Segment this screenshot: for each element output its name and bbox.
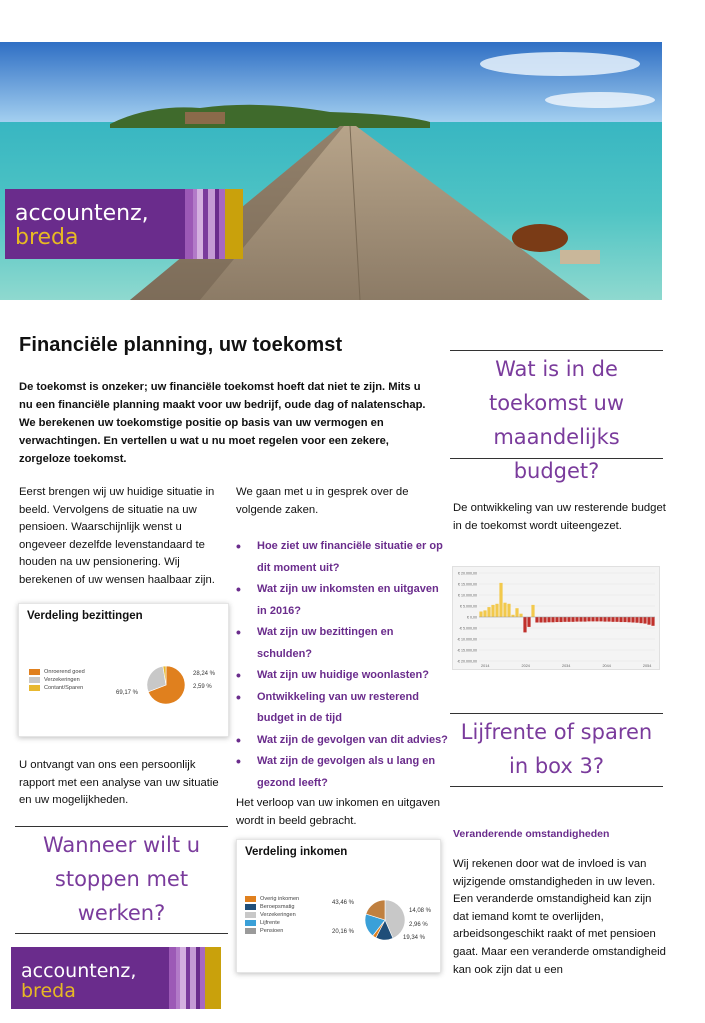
legend-label: Overig inkomen [260,896,300,902]
divider [450,458,663,459]
footer-logo [11,947,221,1009]
logo-line2: breda [21,980,76,1002]
pie-label: 2,59 % [193,684,212,690]
bar [535,617,538,623]
legend-item [29,668,85,676]
list-item: • Hoe ziet uw financiële situatie er op dit moment uit? [236,536,448,579]
bar [555,617,558,622]
bar [635,617,638,623]
pull-quote-lijfrente: Lijfrente of sparen in box 3? [460,720,653,778]
legend-item [245,911,299,919]
bar [543,617,546,623]
bar [539,617,542,623]
bar [575,617,578,622]
bar [603,617,606,622]
list-item: • Wat zijn uw huidige woonlasten? [236,665,448,687]
hero-logo [5,189,243,259]
bar [607,617,610,622]
bar-chart-svg [453,567,661,671]
bar [531,605,534,617]
pie-label: 20,16 % [332,929,355,935]
chart-legend [29,668,85,692]
y-tick-label: € 0,00 [467,615,477,620]
legend-item [29,676,85,684]
bar [559,617,562,622]
list-item: • Wat zijn uw inkomsten en uitgaven in 2016? [236,579,448,622]
col3-paragraph: De ontwikkeling van uw resterende budget in de toekomst wordt uiteengezet. [453,502,666,532]
bar [615,617,618,622]
pie-label: 69,17 % [116,690,139,696]
legend-label: Onroerend goed [44,669,85,675]
y-tick-label: € 20.000,00 [458,571,477,576]
bar [483,610,486,617]
pull-quote-stoppen: Wanneer wilt u stoppen met werken? [42,833,201,925]
pie-label: 14,08 % [409,908,432,914]
x-tick-label: 2014 [481,664,490,668]
list-item: • Wat zijn uw bezittingen en schulden? [236,622,448,665]
legend-label: Lijfrente [260,920,280,926]
bar [567,617,570,622]
x-tick-label: 2034 [561,664,571,668]
bar [623,617,626,622]
list-item: • Ontwikkeling van uw resterend budget in de tijd [236,687,448,730]
logo-stripes [169,947,221,1009]
pie-label: 28,24 % [193,671,216,677]
col3-paragraph-2: Wij rekenen door wat de invloed is van wijzigende omstandigheden in uw leven. Een veranderde omstandigheid kan zijn dat iemand komt te overlijden, arbeidsongeschikt raakt of met pensioen gaat. Maar een veranderde omstandigheid kan ook zijn dat u een [453,858,666,976]
col1-paragraph-2: U ontvangt van ons een persoonlijk rapport met een analyse van uw situatie en uw mogelijkheden. [19,759,219,807]
y-tick-label: -€ 10.000,00 [456,637,477,642]
x-tick-label: 2024 [521,664,530,668]
chart-verdeling-bezittingen [18,603,229,737]
legend-label: Beroepsmatig [260,904,295,910]
bar [643,617,646,624]
pull-quote-budget: Wat is in de toekomst uw maandelijks budget? [488,357,625,483]
bar [519,614,522,617]
bar [619,617,622,622]
bar [491,605,494,617]
subheading: Veranderende omstandigheden [453,828,610,840]
col2-intro: We gaan met u in gesprek over de volgende zaken. [236,486,409,516]
topic-list [236,536,448,794]
y-tick-label: € 5.000,00 [460,604,477,609]
bar [487,607,490,617]
bar [507,604,510,617]
legend-label: Contant/Sparen [44,685,84,691]
pie-label: 19,34 % [403,935,426,941]
y-tick-label: -€ 15.000,00 [456,648,477,653]
bar [551,617,554,622]
legend-label: Verzekeringen [260,912,296,918]
chart-title: Verdeling inkomen [245,846,348,858]
legend-item [245,927,299,935]
y-tick-label: -€ 5.000,00 [458,626,477,631]
hero-photo [0,42,662,300]
page-title: Financiële planning, uw toekomst [19,334,343,356]
logo-line1: accountenz, [21,960,137,982]
bar [527,617,530,627]
pie-label: 2,96 % [409,922,428,928]
bar [647,617,650,625]
budget-bar-chart [452,566,660,670]
bar [591,617,594,621]
x-tick-label: 2054 [642,664,652,668]
y-tick-label: € 15.000,00 [458,582,477,587]
legend-label: Verzekeringen [44,677,80,683]
bar [631,617,634,623]
pie-chart [365,900,405,940]
bar [651,617,654,626]
x-tick-label: 2044 [602,664,611,668]
divider [15,933,228,934]
hero-image [0,42,662,300]
bar [583,617,586,622]
pie-chart [147,666,185,704]
legend-label: Pensioen [260,928,284,934]
bar [515,608,518,617]
bar [571,617,574,622]
bar [627,617,630,622]
divider [450,350,663,351]
bar [639,617,642,623]
bar [563,617,566,622]
list-item: • Wat zijn de gevolgen als u lang en gezond leeft? [236,751,448,794]
pie-label: 43,46 % [332,900,355,906]
bar [479,612,482,618]
legend-item [245,895,299,903]
bar [579,617,582,622]
legend-item [245,919,299,927]
chart-title: Verdeling bezittingen [27,610,143,622]
bar [595,617,598,621]
legend-item [29,684,85,692]
divider [15,826,228,827]
col2-paragraph-2: Het verloop van uw inkomen en uitgaven wordt in beeld gebracht. [236,797,441,827]
logo-line1: accountenz, [15,201,149,226]
chart-legend [245,895,299,935]
bar [499,583,502,617]
legend-item [245,903,299,911]
divider [450,713,663,714]
chart-verdeling-inkomen [236,839,441,973]
y-tick-label: € 10.000,00 [458,593,477,598]
bar [503,603,506,617]
bar [599,617,602,621]
divider [450,786,663,787]
bar [547,617,550,622]
bar [523,617,526,632]
intro-paragraph: De toekomst is onzeker; uw financiële toekomst hoeft dat niet te zijn. Mits u nu een financiële planning maakt voor uw bedrijf, oude dag of nalatenschap. We berekenen uw toekomstige positie op basis van uw vermogen en verwachtingen. En vertellen u wat u nu moet regelen voor een zekere, zorgeloze toekomst. [19,381,426,465]
list-item: • Wat zijn de gevolgen van dit advies? [236,730,448,752]
bar [495,604,498,617]
y-tick-label: -€ 20.000,00 [456,659,477,664]
logo-stripes [185,189,243,259]
logo-line2: breda [15,225,79,250]
bar [587,617,590,621]
bar [611,617,614,622]
col1-paragraph: Eerst brengen wij uw huidige situatie in beeld. Vervolgens de situatie na uw pensioen. Waarschijnlijk wenst u ongeveer dezelfde levenstandaard te houden na uw pensionering. Wij berekenen of uw wensen haalbaar zijn. [19,486,215,586]
bar [511,615,514,617]
